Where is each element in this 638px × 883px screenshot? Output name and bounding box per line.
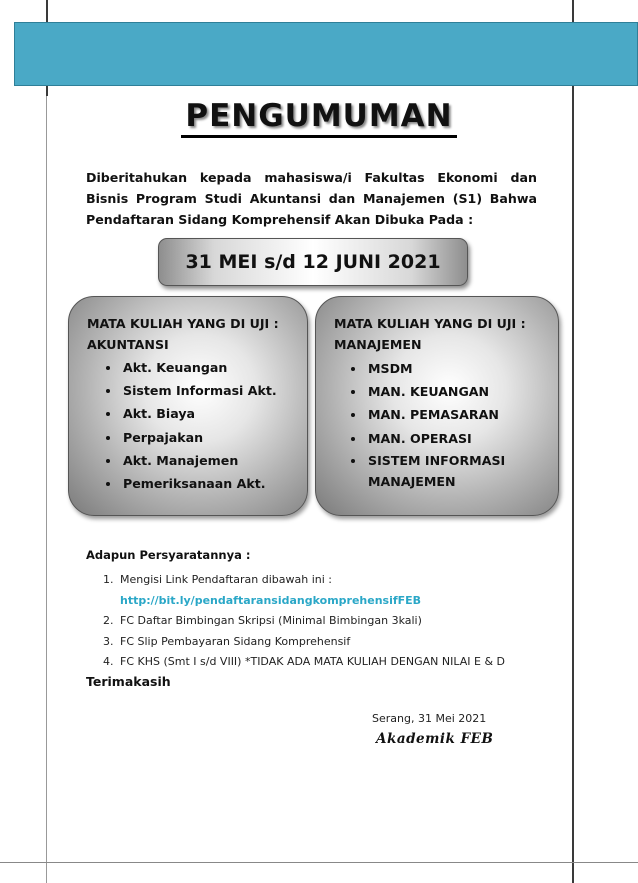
requirement-number: 4. — [103, 655, 114, 668]
list-item: • MAN. OPERASI — [366, 427, 536, 450]
list-item: • MSDM — [366, 357, 536, 380]
requirement-number: 2. — [103, 614, 114, 627]
page-title-text: PENGUMUMAN — [181, 98, 456, 138]
requirements-list — [103, 570, 505, 673]
requirement-item — [103, 632, 505, 653]
manajemen-title-line2: MANAJEMEN — [334, 337, 422, 352]
akuntansi-card-title — [87, 313, 279, 355]
manajemen-card — [315, 296, 559, 516]
requirement-item — [103, 570, 505, 611]
akuntansi-list — [103, 356, 277, 495]
header-banner — [14, 22, 638, 86]
list-item: • MAN. PEMASARAN — [366, 403, 536, 426]
bottom-border-line — [0, 862, 638, 863]
requirement-text: Mengisi Link Pendaftaran dibawah ini : — [120, 573, 332, 586]
akuntansi-title-line1: MATA KULIAH YANG DI UJI : — [87, 316, 279, 331]
list-item: • Akt. Biaya — [121, 402, 277, 425]
left-border-line-lower — [46, 96, 47, 883]
registration-link[interactable]: http://bit.ly/pendaftaransidangkomprehensifFEB — [120, 593, 422, 607]
list-item: • Pemeriksanaan Akt. — [121, 472, 277, 495]
signature: Akademik FEB — [376, 731, 494, 747]
requirement-item — [103, 611, 505, 632]
requirement-text: FC KHS (Smt I s/d VIII) *TIDAK ADA MATA KULIAH DENGAN NILAI E & D — [120, 655, 505, 668]
list-item: • Sistem Informasi Akt. — [121, 379, 277, 402]
requirement-text: FC Slip Pembayaran Sidang Komprehensif — [120, 634, 351, 648]
requirement-number: 3. — [103, 634, 114, 648]
requirement-item — [103, 652, 505, 673]
akuntansi-card — [68, 296, 308, 516]
manajemen-list — [348, 357, 536, 492]
date-range-banner — [158, 238, 468, 286]
page-title — [0, 98, 638, 134]
list-item: • SISTEM INFORMASI MANAJEMEN — [366, 450, 536, 492]
intro-paragraph: Diberitahukan kepada mahasiswa/i Fakultas Ekonomi dan Bisnis Program Studi Akuntansi dan Manajemen (S1) Bahwa Pendaftaran Sidang Komprehensif Akan Dibuka Pada : — [86, 170, 537, 227]
requirement-text: FC Daftar Bimbingan Skripsi (Minimal Bimbingan 3kali) — [120, 614, 422, 627]
manajemen-card-title — [334, 313, 526, 355]
manajemen-title-line1: MATA KULIAH YANG DI UJI : — [334, 316, 526, 331]
list-item: • MAN. KEUANGAN — [366, 380, 536, 403]
requirements-heading: Adapun Persyaratannya : — [86, 548, 251, 562]
requirement-number: 1. — [103, 573, 114, 586]
akuntansi-title-line2: AKUNTANSI — [87, 337, 169, 352]
list-item: • Akt. Keuangan — [121, 356, 277, 379]
place-date: Serang, 31 Mei 2021 — [372, 712, 487, 725]
list-item: • Perpajakan — [121, 426, 277, 449]
date-range-text: 31 MEI s/d 12 JUNI 2021 — [185, 251, 441, 273]
list-item: • Akt. Manajemen — [121, 449, 277, 472]
closing-text: Terimakasih — [86, 674, 171, 689]
